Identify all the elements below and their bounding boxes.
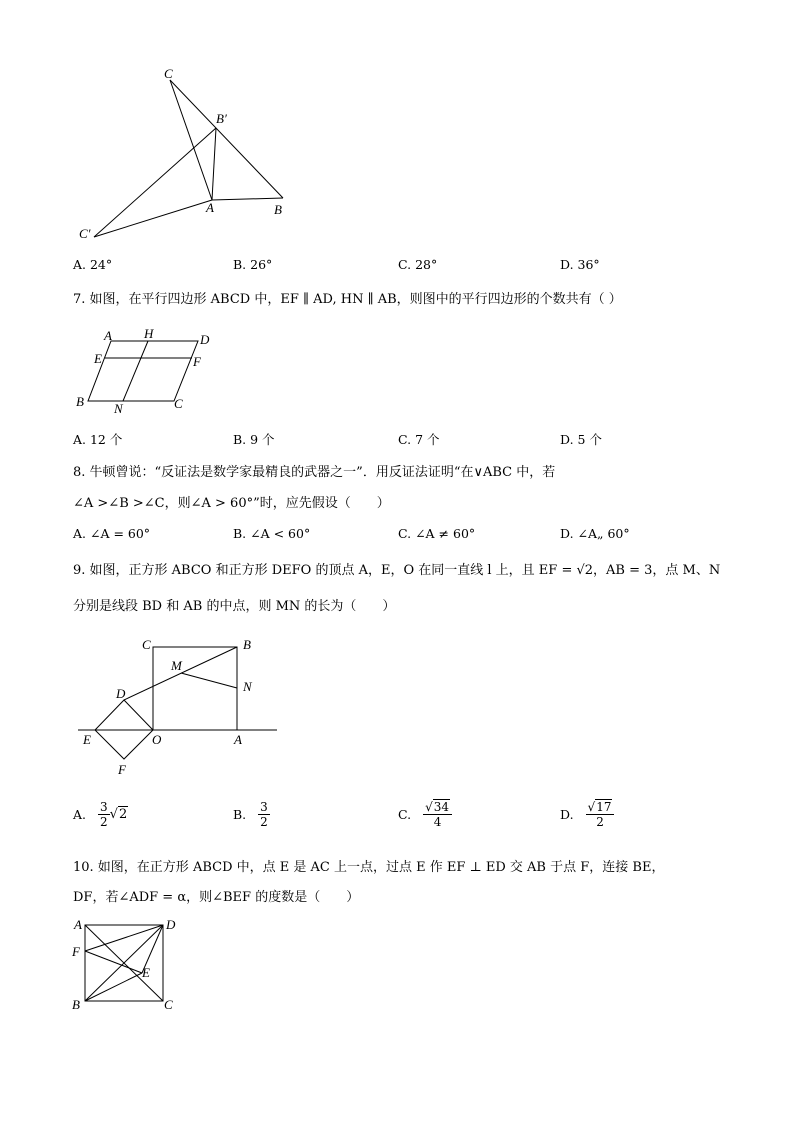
option-letter: A. — [73, 807, 87, 822]
label-N: N — [243, 679, 252, 694]
figure-q6 — [70, 60, 300, 250]
q8-option-a[interactable]: A. ∠A = 60° — [73, 526, 151, 541]
label-A: A — [234, 732, 242, 747]
q8-line-2: ∠A >∠B >∠C，则∠A > 60°”时，应先假设（ ） — [73, 496, 390, 511]
fraction: $\frac{3}{2}$ — [260, 800, 268, 829]
q8-option-d[interactable]: D. ∠A„ 60° — [560, 526, 630, 541]
label-M: M — [171, 658, 182, 673]
fraction: $\frac{√17}{2}$ — [586, 800, 615, 829]
fraction: $\frac{3}{2}$ — [100, 800, 108, 829]
q8-line-1: 8. 牛顿曾说：“反证法是数学家最精良的武器之一”．用反证法证明“在∨ABC 中，若 — [73, 465, 556, 480]
q9-option-b[interactable] — [233, 800, 270, 829]
label-F: F — [118, 762, 126, 777]
option-letter: D. — [560, 807, 574, 822]
q7-stem: 7. 如图，在平行四边形 ABCD 中，EF ∥ AD, HN ∥ AB，则图中的平行四边形的个数共有（ ） — [73, 292, 622, 307]
label-D: D — [200, 332, 210, 347]
label-H: H — [144, 326, 154, 341]
label-A: A — [104, 328, 112, 343]
label-B: B — [243, 637, 251, 652]
figure-q10 — [68, 915, 188, 1015]
q6-option-a[interactable]: A. 24° — [73, 257, 113, 272]
figure-q9 — [75, 632, 285, 782]
q7-option-d[interactable]: D. 5 个 — [560, 432, 602, 447]
label-B-prime: B′ — [216, 111, 227, 126]
q8-option-c[interactable]: C. ∠A ≠ 60° — [398, 526, 476, 541]
option-letter: C. — [398, 807, 412, 822]
label-A: A — [74, 917, 82, 932]
q7-option-b[interactable]: B. 9 个 — [233, 432, 275, 447]
q6-option-c[interactable]: C. 28° — [398, 257, 438, 272]
label-E: E — [142, 965, 150, 980]
q7-option-c[interactable]: C. 7 个 — [398, 432, 440, 447]
label-E: E — [83, 732, 91, 747]
label-B: B — [274, 202, 282, 217]
label-D: D — [116, 686, 126, 701]
label-B: B — [76, 394, 84, 409]
q7-option-a[interactable]: A. 12 个 — [73, 432, 123, 447]
label-C-prime: C′ — [79, 226, 91, 241]
figure-q7 — [70, 325, 230, 420]
label-F: F — [193, 354, 201, 369]
q8-option-b[interactable]: B. ∠A < 60° — [233, 526, 311, 541]
q9-option-d[interactable] — [560, 800, 614, 829]
label-C: C — [142, 637, 151, 652]
label-O: O — [152, 732, 162, 747]
fraction: $\frac{√34}{4}$ — [423, 800, 452, 829]
label-C: C — [174, 396, 183, 411]
option-letter: B. — [233, 807, 247, 822]
label-E: E — [94, 351, 102, 366]
q10-line-2: DF，若∠ADF = α，则∠BEF 的度数是（ ） — [73, 890, 360, 905]
label-C: C — [164, 997, 173, 1012]
q9-option-c[interactable] — [398, 800, 452, 829]
q10-line-1: 10. 如图，在正方形 ABCD 中，点 E 是 AC 上一点，过点 E 作 EF ⊥ ED 交 AB 于点 F，连接 BE， — [73, 860, 665, 875]
label-D: D — [166, 917, 176, 932]
sqrt-2: √2 — [109, 807, 128, 822]
q6-option-b[interactable]: B. 26° — [233, 257, 273, 272]
q9-line-2: 分别是线段 BD 和 AB 的中点，则 MN 的长为（ ） — [73, 599, 396, 614]
label-C: C — [164, 66, 173, 81]
q6-option-d[interactable]: D. 36° — [560, 257, 600, 272]
label-B: B — [72, 997, 80, 1012]
q9-line-1: 9. 如图，正方形 ABCO 和正方形 DEFO 的顶点 A，E，O 在同一直线 l 上，且 EF = √2，AB = 3，点 M、N — [73, 563, 721, 578]
label-F: F — [72, 944, 80, 959]
label-N: N — [114, 401, 123, 416]
q9-option-a[interactable] — [73, 800, 128, 829]
label-A: A — [206, 200, 214, 215]
